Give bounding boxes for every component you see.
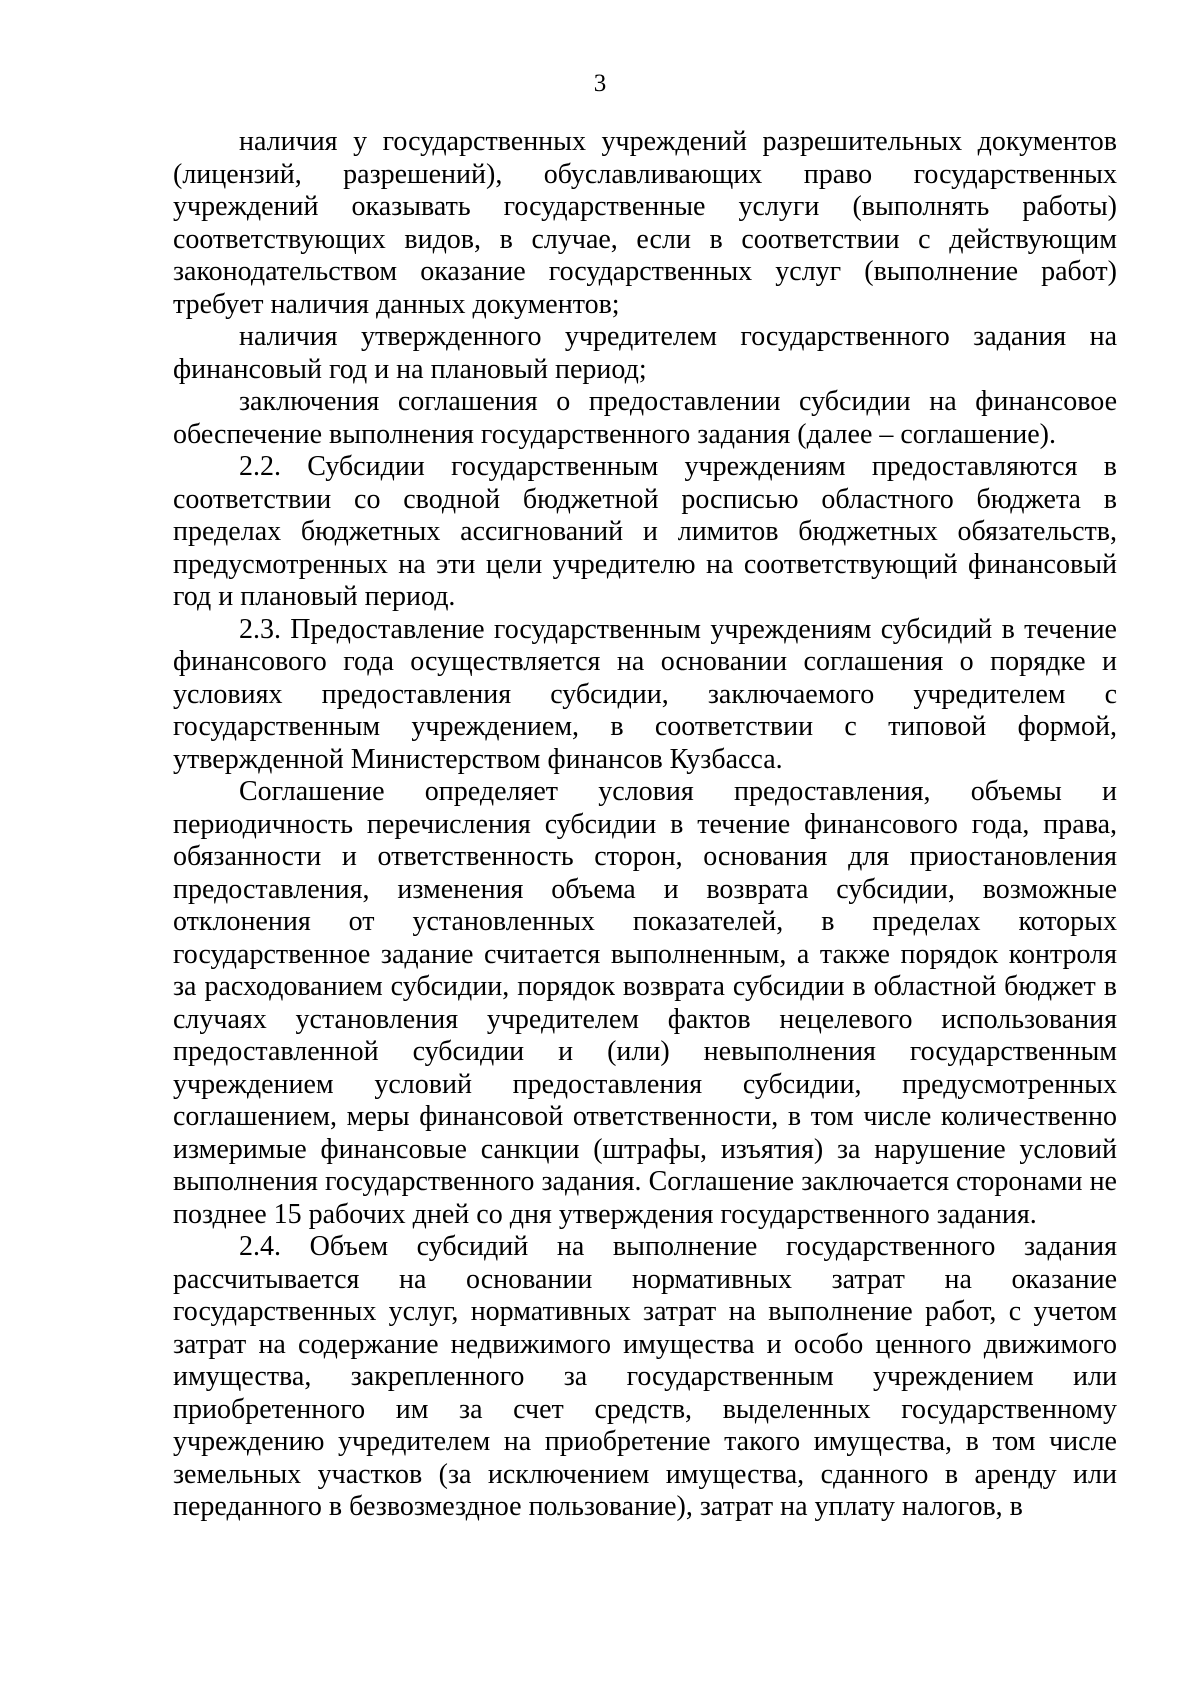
paragraph-agreement-terms: Соглашение определяет условия предоставления, объемы и периодичность перечисления субсидии в течение финансового года, права, обязанности и ответственность сторон, основания для приостановления предоставления, изменения объема и возврата субсидии, возможные отклонения от установленных показателей, в пределах которых государственное задание считается выполненным, а также порядок контроля за расходованием субсидии, порядок возврата субсидии в областной бюджет в случаях установления учредителем фактов нецелевого использования предоставленной субсидии и (или) невыполнения государственным учреждением условий предоставления субсидии, предусмотренных соглашением, меры финансовой ответственности, в том числе количественно измеримые финансовые санкции (штрафы, изъятия) за нарушение условий выполнения государственного задания. Соглашение заключается сторонами не позднее 15 рабочих дней со дня утверждения государственного задания. xyxy=(173,776,1117,1230)
paragraph-2-4: 2.4. Объем субсидий на выполнение государственного задания рассчитывается на основании нормативных затрат на оказание государственных услуг, нормативных затрат на выполнение работ, с учетом затрат на содержание недвижимого имущества и особо ценного движимого имущества, закрепленного за государственным учреждением или приобретенного им за счет средств, выделенных государственному учреждению учредителем на приобретение такого имущества, в том числе земельных участков (за исключением имущества, сданного в аренду или переданного в безвозмездное пользование), затрат на уплату налогов, в xyxy=(173,1231,1117,1522)
document-body xyxy=(173,126,1117,1524)
paragraph-permits: наличия у государственных учреждений разрешительных документов (лицензий, разрешений), обуславливающих право государственных учреждений оказывать государственные услуги (выполнять работы) соответствующих видов, в случае, если в соответствии с действующим законодательством оказание государственных услуг (выполнение работ) требует наличия данных документов; xyxy=(173,126,1117,320)
paragraph-agreement: заключения соглашения о предоставлении субсидии на финансовое обеспечение выполнения государственного задания (далее – соглашение). xyxy=(173,386,1117,450)
paragraph-2-3: 2.3. Предоставление государственным учреждениям субсидий в течение финансового года осуществляется на основании соглашения о порядке и условиях предоставления субсидии, заключаемого учредителем с государственным учреждением, в соответствии с типовой формой, утвержденной Министерством финансов Кузбасса. xyxy=(173,613,1117,775)
page-number: 3 xyxy=(593,70,607,97)
paragraph-2-2: 2.2. Субсидии государственным учреждениям предоставляются в соответствии со сводной бюджетной росписью областного бюджета в пределах бюджетных ассигнований и лимитов бюджетных обязательств, предусмотренных на эти цели учредителю на соответствующий финансовый год и плановый период. xyxy=(173,451,1117,612)
paragraph-state-task: наличия утвержденного учредителем государственного задания на финансовый год и на плановый период; xyxy=(173,321,1117,385)
